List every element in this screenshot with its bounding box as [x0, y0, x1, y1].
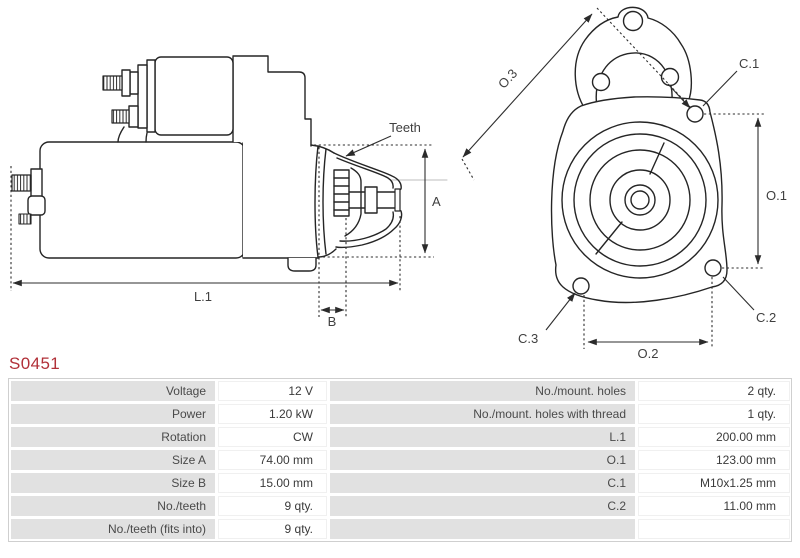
top-hole — [624, 12, 643, 31]
housing-foot — [288, 258, 316, 271]
spec-value: 9 qty. — [218, 496, 327, 516]
label-c1: C.1 — [739, 56, 760, 71]
spec-value: 1 qty. — [638, 404, 790, 424]
spec-value: 123.00 mm — [638, 450, 790, 470]
part-number: S0451 — [9, 354, 61, 373]
spec-label: Rotation — [11, 427, 215, 447]
label-a: A — [432, 194, 441, 209]
spec-value: 200.00 mm — [638, 427, 790, 447]
label-o3: O.3 — [494, 65, 521, 92]
bell-hole-left — [593, 74, 610, 91]
spec-value: CW — [218, 427, 327, 447]
spec-value: 9 qty. — [218, 519, 327, 539]
c3-leader — [546, 293, 575, 330]
spec-value: 2 qty. — [638, 381, 790, 401]
spec-value: 15.00 mm — [218, 473, 327, 493]
label-c3: C.3 — [518, 331, 539, 346]
label-o2: O.2 — [637, 346, 659, 361]
spec-value — [638, 519, 790, 539]
spec-label: C.2 — [330, 496, 635, 516]
spec-label: No./teeth — [11, 496, 215, 516]
teeth-leader — [346, 136, 391, 156]
label-o1: O.1 — [766, 188, 787, 203]
spec-label — [330, 519, 635, 539]
starter-front-view — [552, 7, 727, 302]
spec-label: No./teeth (fits into) — [11, 519, 215, 539]
pinion-gear — [334, 170, 349, 216]
starter-side-view — [12, 56, 447, 271]
spec-value: 74.00 mm — [218, 450, 327, 470]
spec-value: 11.00 mm — [638, 496, 790, 516]
label-l1: L.1 — [193, 289, 213, 304]
spec-label: No./mount. holes — [330, 381, 635, 401]
spec-label: Size B — [11, 473, 215, 493]
spec-label: Size A — [11, 450, 215, 470]
spec-label: No./mount. holes with thread — [330, 404, 635, 424]
spec-value: 1.20 kW — [218, 404, 327, 424]
mount-flange — [552, 97, 727, 303]
hole-c2 — [705, 260, 721, 276]
hole-c1 — [687, 106, 703, 122]
front-bell-housing — [575, 7, 691, 112]
c1-leader — [703, 71, 737, 106]
label-c2: C.2 — [756, 310, 777, 325]
spec-label: L.1 — [330, 427, 635, 447]
motor-body — [40, 142, 245, 258]
terminal-stud-lower — [112, 106, 138, 127]
solenoid — [155, 57, 233, 135]
label-teeth: Teeth — [389, 120, 421, 135]
bell-hole-right — [662, 69, 679, 86]
c2-leader — [723, 277, 754, 310]
spec-table — [8, 378, 792, 542]
terminal-stud-upper — [103, 70, 138, 96]
pinion-shaft — [349, 187, 400, 213]
spec-value: M10x1.25 mm — [638, 473, 790, 493]
spec-label: Voltage — [11, 381, 215, 401]
label-b: B — [327, 314, 337, 329]
spec-label: Power — [11, 404, 215, 424]
spec-label: O.1 — [330, 450, 635, 470]
spec-value: 12 V — [218, 381, 327, 401]
spec-label: C.1 — [330, 473, 635, 493]
hole-c3 — [573, 278, 589, 294]
